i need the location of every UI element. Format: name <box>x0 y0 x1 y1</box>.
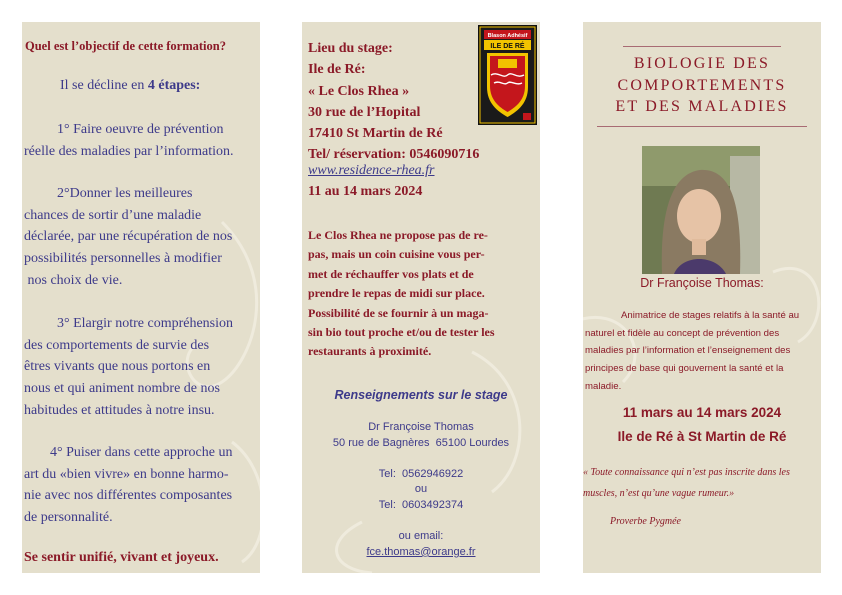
venue-address: Lieu du stage: Ile de Ré: « Le Clos Rhea » 30 rue de l’Hopital 17410 St Martin de Ré Tel/ réservation: 0546090716 <box>308 41 480 163</box>
step-3: 3° Elargir notre compréhension des comportements de survie des êtres vivants que nous portons en nous et qui animent nombre de nos habitudes et attitudes à notre insu. <box>24 316 234 418</box>
brochure-panel-cover <box>583 22 821 573</box>
steps-count: 4 étapes: <box>147 78 201 93</box>
contact-address: 50 rue de Bagnères 65100 Lourdes <box>332 436 510 449</box>
ile-de-re-crest-icon <box>478 25 537 125</box>
email-link[interactable]: fce.thomas@orange.fr <box>366 545 476 558</box>
stage-dates: 11 au 14 mars 2024 <box>308 184 423 199</box>
or-label: ou <box>414 483 428 496</box>
quote-attribution: Proverbe Pygmée <box>610 516 681 527</box>
brochure-panel-objectives <box>22 22 260 573</box>
author-name: Dr Françoise Thomas: <box>640 276 764 290</box>
brochure-panel-venue <box>302 22 540 573</box>
course-dates: 11 mars au 14 mars 2024 Ile de Ré à St Martin de Ré <box>617 405 787 444</box>
website-link[interactable]: www.residence-rhea.fr <box>308 163 435 178</box>
phone-1: Tel: 0562946922 <box>378 467 464 480</box>
meals-note: Le Clos Rhea ne propose pas de re- pas, mais un coin cuisine vous per- met de réchauffer vos plats et de prendre le repas de midi sur place. Possibilité de se fournir à un maga- sin bio tout proche et/ou de tester les restaurants à proximité. <box>308 228 495 359</box>
objective-question: Quel est l’objectif de cette formation? <box>25 39 226 53</box>
title-rule-top <box>623 46 781 47</box>
step-4: 4° Puiser dans cette approche un art du «bien vivre» en bonne harmo- nie avec nos différentes composantes de personnalité. <box>24 445 233 526</box>
quote: « Toute connaissance qui n’est pas inscrite dans les muscles, n’est qu’une vague rumeur.» <box>583 467 790 499</box>
title-rule-bottom <box>597 126 807 127</box>
portrait-photo <box>642 146 760 274</box>
brochure-title: BIOLOGIE DES COMPORTEMENTS ET DES MALADIES <box>615 55 789 115</box>
phone-2: Tel: 0603492374 <box>378 498 464 511</box>
crest-banner: Blason Adhésif <box>487 33 528 39</box>
steps-intro: Il se décline en 4 étapes: <box>60 78 201 93</box>
contact-name: Dr Françoise Thomas <box>368 421 474 433</box>
author-description: Animatrice de stages relatifs à la santé au naturel et fidèle au concept de prévention des maladies par l’information et l’enseignement des principes de base qui gouvernent la santé et la maladie. <box>585 310 800 392</box>
step-2: 2°Donner les meilleures chances de sortir d’une maladie déclarée, par une récupération de nos possibilités personnelles à modifier nos choix de vie. <box>24 186 233 288</box>
contact-block <box>302 420 540 560</box>
step-1: 1° Faire oeuvre de prévention réelle des maladies par l’information. <box>24 122 234 159</box>
info-heading: Renseignements sur le stage <box>334 388 508 402</box>
closing-statement: Se sentir unifié, vivant et joyeux. <box>24 550 219 565</box>
email-label: ou email: <box>398 530 444 543</box>
crest-name: ILE DE RÉ <box>490 43 525 50</box>
